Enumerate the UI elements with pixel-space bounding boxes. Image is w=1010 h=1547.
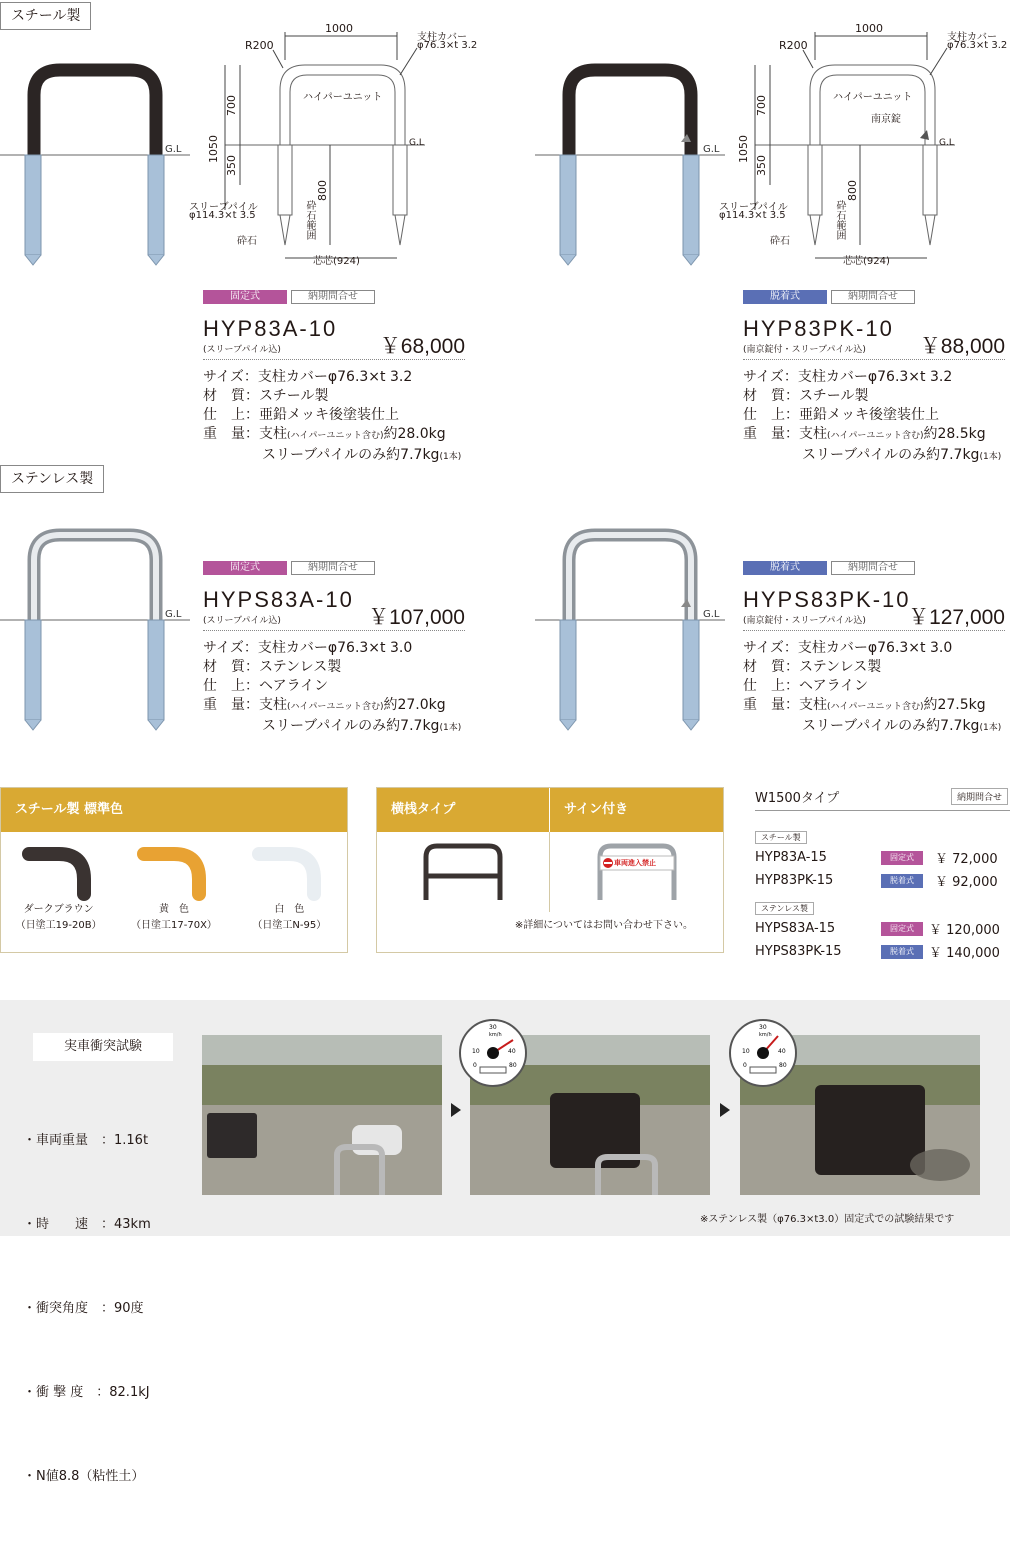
dim-total-height: 1050	[737, 135, 750, 163]
svg-text:30: 30	[759, 1024, 767, 1031]
svg-text:80: 80	[779, 1062, 787, 1069]
dim-gravel: 砕石	[237, 236, 257, 247]
product-card-hyps83pk-10	[743, 561, 1005, 738]
sign-text: 車両進入禁止	[614, 859, 656, 867]
dim-sleeve-size: φ114.3×t 3.5	[189, 210, 256, 221]
product-name: HYPS83PK-10	[743, 587, 911, 612]
w1500-row: HYPS83PK-15 脱着式 ￥ 140,000	[755, 944, 1000, 961]
product-card-hyp83a-10	[203, 290, 465, 467]
dim-width: 1000	[855, 22, 883, 35]
stainless-tag: ステンレス製	[755, 902, 814, 915]
crash-test-title: 実車衝突試験	[33, 1033, 173, 1061]
gl-label: G.L	[703, 144, 720, 155]
spec-size: 支柱カバーφ76.3×t 3.0	[797, 640, 953, 656]
w1500-row: HYP83A-15 固定式 ￥ 72,000	[755, 850, 998, 867]
spec-finish: ヘアライン	[259, 678, 329, 694]
dim-upper-height: 700	[755, 95, 768, 116]
type-badge: 固定式	[203, 290, 287, 304]
bollard-photo-steel-removable	[535, 60, 735, 270]
panel-title-crossbar: 横桟タイプ	[377, 788, 550, 832]
w1500-price-table	[755, 787, 1010, 961]
color-swatch-white	[254, 842, 324, 898]
spec-impact-angle: ・衝突角度 ：90度	[23, 1301, 144, 1316]
spec-vehicle-weight: ・車両重量 ：1.16t	[23, 1133, 149, 1148]
dim-total-height: 1050	[207, 135, 220, 163]
product-price: ￥88,000	[919, 335, 1005, 358]
spec-size: 支柱カバーφ76.3×t 3.2	[797, 369, 953, 385]
gl-label: G.L	[703, 609, 720, 620]
dim-sleeve: スリーブパイル	[189, 202, 258, 213]
inquiry-badge: 納期問合せ	[831, 290, 915, 304]
crash-test-info	[23, 1033, 173, 1547]
svg-text:10: 10	[742, 1048, 750, 1055]
dim-lower-height: 350	[755, 155, 768, 176]
gl-label: G.L	[165, 609, 182, 620]
bollard-photo-stainless-removable	[535, 525, 735, 735]
dim-sleeve-height: 800	[316, 180, 329, 201]
dim-hyper-unit: ハイパーユニット	[303, 92, 383, 103]
dim-hyper-unit: ハイパーユニット	[833, 92, 913, 103]
dim-lock: 南京錠	[871, 114, 901, 125]
spec-finish: 亜鉛メッキ後塗装仕上	[799, 407, 939, 423]
dim-radius: R200	[245, 39, 274, 52]
dim-cover-size: φ76.3×t 3.2	[947, 40, 1008, 51]
svg-text:40: 40	[508, 1048, 516, 1055]
sign-type-figure	[550, 832, 723, 912]
product-sub: (南京錠付・スリーブパイル込)	[743, 616, 866, 626]
speedometer-icon	[458, 1018, 528, 1088]
dim-sleeve-height: 800	[846, 180, 859, 201]
spec-size: 支柱カバーφ76.3×t 3.0	[257, 640, 413, 656]
color-item-yellow: 黄 色 （日塗工17-70X）	[119, 842, 229, 934]
product-name: HYPS83A-10	[203, 587, 354, 612]
color-item-white: 白 色 （日塗工N-95）	[234, 842, 344, 934]
svg-text:80: 80	[509, 1062, 517, 1069]
speedometer-icon	[728, 1018, 798, 1088]
type-badge: 脱着式	[743, 561, 827, 575]
svg-text:km/h: km/h	[489, 1032, 502, 1038]
crossbar-type-figure	[377, 832, 550, 912]
dim-gravel: 砕石	[770, 236, 790, 247]
product-sub: (南京錠付・スリーブパイル込)	[743, 345, 866, 355]
product-price: ￥127,000	[908, 606, 1005, 629]
technical-drawing-fixed	[185, 20, 515, 270]
svg-text:0: 0	[743, 1062, 747, 1069]
type-badge: 脱着式	[743, 290, 827, 304]
w1500-row: HYP83PK-15 脱着式 ￥ 92,000	[755, 873, 998, 890]
color-item-dark-brown: ダークブラウン （日塗工19-20B）	[4, 842, 114, 934]
color-swatch-yellow	[139, 842, 209, 898]
spec-size: 支柱カバーφ76.3×t 3.2	[257, 369, 413, 385]
spec-impact-energy: ・衝 撃 度 ：82.1kJ	[23, 1385, 150, 1400]
inquiry-badge: 納期問合せ	[831, 561, 915, 575]
swatch-stroke	[29, 854, 84, 894]
arrow-right-icon	[718, 1100, 732, 1120]
product-name: HYP83PK-10	[743, 316, 894, 341]
svg-text:km/h: km/h	[759, 1032, 772, 1038]
dim-lower-height: 350	[225, 155, 238, 176]
spec-material: ステンレス製	[259, 659, 342, 675]
color-swatch-dark-brown	[24, 842, 94, 898]
svg-text:0: 0	[473, 1062, 477, 1069]
dim-cover-size: φ76.3×t 3.2	[417, 40, 478, 51]
gl-label: G.L	[165, 144, 182, 155]
spec-list: サイズ：支柱カバーφ76.3×t 3.2 材 質：スチール製 仕 上：亜鉛メッキ後塗装仕上 重 量：支柱(ハイパーユニット含む)約28.5kg スリーブパイルのみ約7.7kg(1本)	[743, 369, 1002, 463]
dim-upper-height: 700	[225, 95, 238, 116]
dim-center: 芯芯(924)	[843, 256, 890, 267]
bollard-photo-stainless-fixed	[0, 525, 200, 735]
dim-gravel-range: 砕石範囲	[304, 200, 315, 240]
spec-speed: ・時 速 ：43km	[23, 1217, 151, 1232]
w1500-title: W1500タイプ	[755, 791, 840, 806]
section-tag-stainless: ステンレス製	[0, 465, 104, 493]
section-tag-steel: スチール製	[0, 2, 91, 30]
swatch-stroke	[259, 854, 314, 894]
spec-material: スチール製	[259, 388, 329, 404]
steel-tag: スチール製	[755, 831, 807, 844]
spec-list: サイズ：支柱カバーφ76.3×t 3.0 材 質：ステンレス製 仕 上：ヘアライン 重 量：支柱(ハイパーユニット含む)約27.5kg スリーブパイルのみ約7.7kg(1本)	[743, 640, 1002, 734]
product-card-hyps83a-10	[203, 561, 465, 738]
product-price: ￥107,000	[368, 606, 465, 629]
spec-list: サイズ：支柱カバーφ76.3×t 3.2 材 質：スチール製 仕 上：亜鉛メッキ後塗装仕上 重 量：支柱(ハイパーユニット含む)約28.0kg スリーブパイルのみ約7.7kg(1本)	[203, 369, 462, 463]
panel-title: スチール製 標準色	[1, 788, 347, 832]
spec-finish: ヘアライン	[799, 678, 869, 694]
type-badge: 固定式	[203, 561, 287, 575]
standard-colors-panel	[0, 787, 348, 953]
dim-width: 1000	[325, 22, 353, 35]
swatch-stroke	[144, 854, 199, 894]
inquiry-badge: 納期問合せ	[951, 788, 1008, 805]
spec-n-value: ・N値8.8（粘性土）	[23, 1469, 145, 1484]
inquiry-badge: 納期問合せ	[291, 290, 375, 304]
product-price: ￥68,000	[379, 335, 465, 358]
variant-types-panel	[376, 787, 724, 953]
dim-cover: 支柱カバー	[947, 32, 997, 43]
dim-radius: R200	[779, 39, 808, 52]
spec-list: サイズ：支柱カバーφ76.3×t 3.0 材 質：ステンレス製 仕 上：ヘアライン 重 量：支柱(ハイパーユニット含む)約27.0kg スリーブパイルのみ約7.7kg(1本)	[203, 640, 462, 734]
arrow-right-icon	[449, 1100, 463, 1120]
product-name: HYP83A-10	[203, 316, 338, 341]
dim-sleeve-size: φ114.3×t 3.5	[719, 210, 786, 221]
spec-material: ステンレス製	[799, 659, 882, 675]
dim-gl: G.L	[939, 138, 954, 148]
dim-sleeve: スリーブパイル	[719, 202, 788, 213]
spec-finish: 亜鉛メッキ後塗装仕上	[259, 407, 399, 423]
inquiry-badge: 納期問合せ	[291, 561, 375, 575]
product-sub: (スリーブパイル込)	[203, 616, 281, 626]
dim-cover: 支柱カバー	[417, 32, 467, 43]
crash-photo-before	[202, 1035, 442, 1195]
crash-test-note: ※ステンレス製（φ76.3×t3.0）固定式での試験結果です	[700, 1214, 955, 1225]
spec-material: スチール製	[799, 388, 869, 404]
svg-text:40: 40	[778, 1048, 786, 1055]
bollard-photo-steel-fixed	[0, 60, 200, 270]
svg-text:30: 30	[489, 1024, 497, 1031]
panel-title-sign: サイン付き	[550, 788, 723, 832]
technical-drawing-removable	[715, 20, 1010, 270]
svg-text:10: 10	[472, 1048, 480, 1055]
w1500-row: HYPS83A-15 固定式 ￥ 120,000	[755, 921, 1000, 938]
dim-gl: G.L	[409, 138, 424, 148]
product-card-hyp83pk-10	[743, 290, 1005, 467]
product-sub: (スリーブパイル込)	[203, 345, 281, 355]
dim-gravel-range: 砕石範囲	[834, 200, 845, 240]
dim-center: 芯芯(924)	[313, 256, 360, 267]
types-note: ※詳細についてはお問い合わせ下さい。	[514, 920, 693, 931]
